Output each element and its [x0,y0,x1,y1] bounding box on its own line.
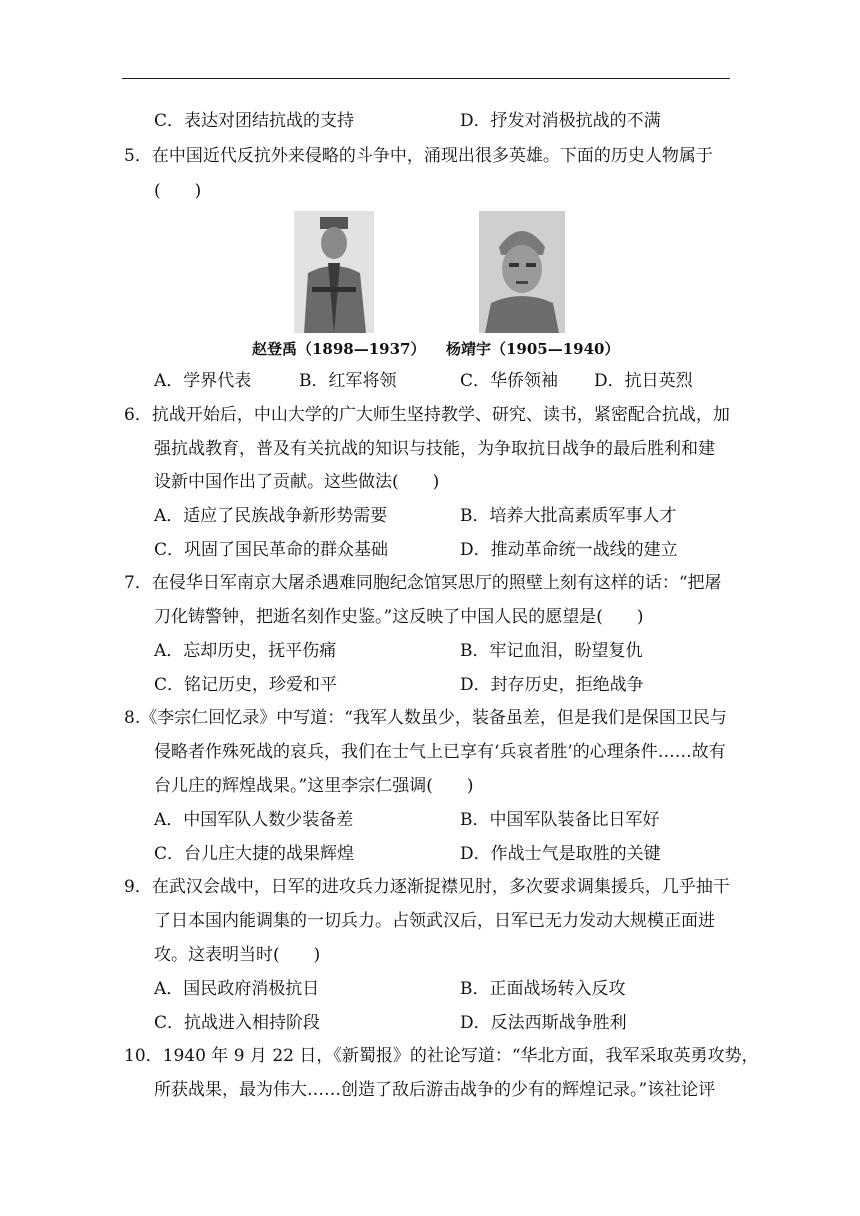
q6-option-c[interactable]: C．巩固了国民革命的群众基础 [154,540,389,560]
q9-option-d[interactable]: D．反法西斯战争胜利 [460,1013,627,1033]
q6-option-d[interactable]: D．推动革命统一战线的建立 [460,540,678,560]
q5-stem-line2: ( ) [154,181,202,201]
photo-yang-jingyu [479,211,565,333]
q9-stem-line3: 攻。这表明当时( ) [154,945,321,965]
q8-option-b[interactable]: B．中国军队装备比日军好 [460,810,660,830]
q5-option-d[interactable]: D．抗日英烈 [594,371,693,391]
q8-option-c[interactable]: C．台儿庄大捷的战果辉煌 [154,844,355,864]
q8-stem-line3: 台儿庄的辉煌战果。”这里李宗仁强调( ) [154,776,474,796]
q5-stem-line1: 5．在中国近代反抗外来侵略的斗争中，涌现出很多英雄。下面的历史人物属于 [124,146,713,166]
q7-stem-line1: 7．在侵华日军南京大屠杀遇难同胞纪念馆冥思厅的照壁上刻有这样的话：“把屠 [124,573,722,593]
q5-option-b[interactable]: B．红军将领 [299,371,397,391]
q7-option-d[interactable]: D．封存历史，拒绝战争 [460,675,644,695]
q6-stem-line2: 强抗战教育，普及有关抗战的知识与技能，为争取抗日战争的最后胜利和建 [154,439,715,459]
q6-option-b[interactable]: B．培养大批高素质军事人才 [460,506,677,526]
q10-stem-line1: 10．1940 年 9 月 22 日，《新蜀报》的社论写道：“华北方面，我军采取英勇攻势， [124,1046,759,1066]
q8-stem-line1: 8.《李宗仁回忆录》中写道：“我军人数虽少，装备虽差，但是我们是保国卫民与 [124,708,727,728]
q9-option-a[interactable]: A．国民政府消极抗日 [154,979,320,999]
header-rule [122,78,730,79]
q5-option-c[interactable]: C．华侨领袖 [460,371,559,391]
q5-caption-right: 杨靖宇（1905—1940） [446,340,620,358]
q5-option-a[interactable]: A．学界代表 [154,371,252,391]
q7-stem-line2: 刀化铸警钟，把逝名刻作史鉴。”这反映了中国人民的愿望是( ) [154,607,644,627]
q5-caption-left: 赵登禹（1898—1937） [252,340,426,358]
q8-stem-line2: 侵略者作殊死战的哀兵，我们在士气上已享有‘兵哀者胜’的心理条件……故有 [154,742,726,762]
q8-option-d[interactable]: D．作战士气是取胜的关键 [460,844,661,864]
q7-option-a[interactable]: A．忘却历史，抚平伤痛 [154,641,337,661]
q6-stem-line1: 6．抗战开始后，中山大学的广大师生坚持教学、研究、读书，紧密配合抗战，加 [124,405,730,425]
q9-stem-line1: 9．在武汉会战中，日军的进攻兵力逐渐捉襟见肘，多次要求调集援兵，几乎抽干 [124,877,730,897]
photo-zhao-dengyu [294,211,374,333]
q9-stem-line2: 了日本国内能调集的一切兵力。占领武汉后，日军已无力发动大规模正面进 [154,911,715,931]
q6-stem-line3: 设新中国作出了贡献。这些做法( ) [154,472,440,492]
q9-option-c[interactable]: C．抗战进入相持阶段 [154,1013,321,1033]
q10-stem-line2: 所获战果，最为伟大……创造了敌后游击战争的少有的辉煌记录。”该社论评 [154,1080,716,1100]
q7-option-b[interactable]: B．牢记血泪，盼望复仇 [460,641,643,661]
q7-option-c[interactable]: C．铭记历史，珍爱和平 [154,675,338,695]
q4-option-c[interactable]: C．表达对团结抗战的支持 [154,111,355,131]
q4-option-d[interactable]: D．抒发对消极抗战的不满 [460,111,661,131]
q8-option-a[interactable]: A．中国军队人数少装备差 [154,810,354,830]
q9-option-b[interactable]: B．正面战场转入反攻 [460,979,626,999]
q6-option-a[interactable]: A．适应了民族战争新形势需要 [154,506,388,526]
